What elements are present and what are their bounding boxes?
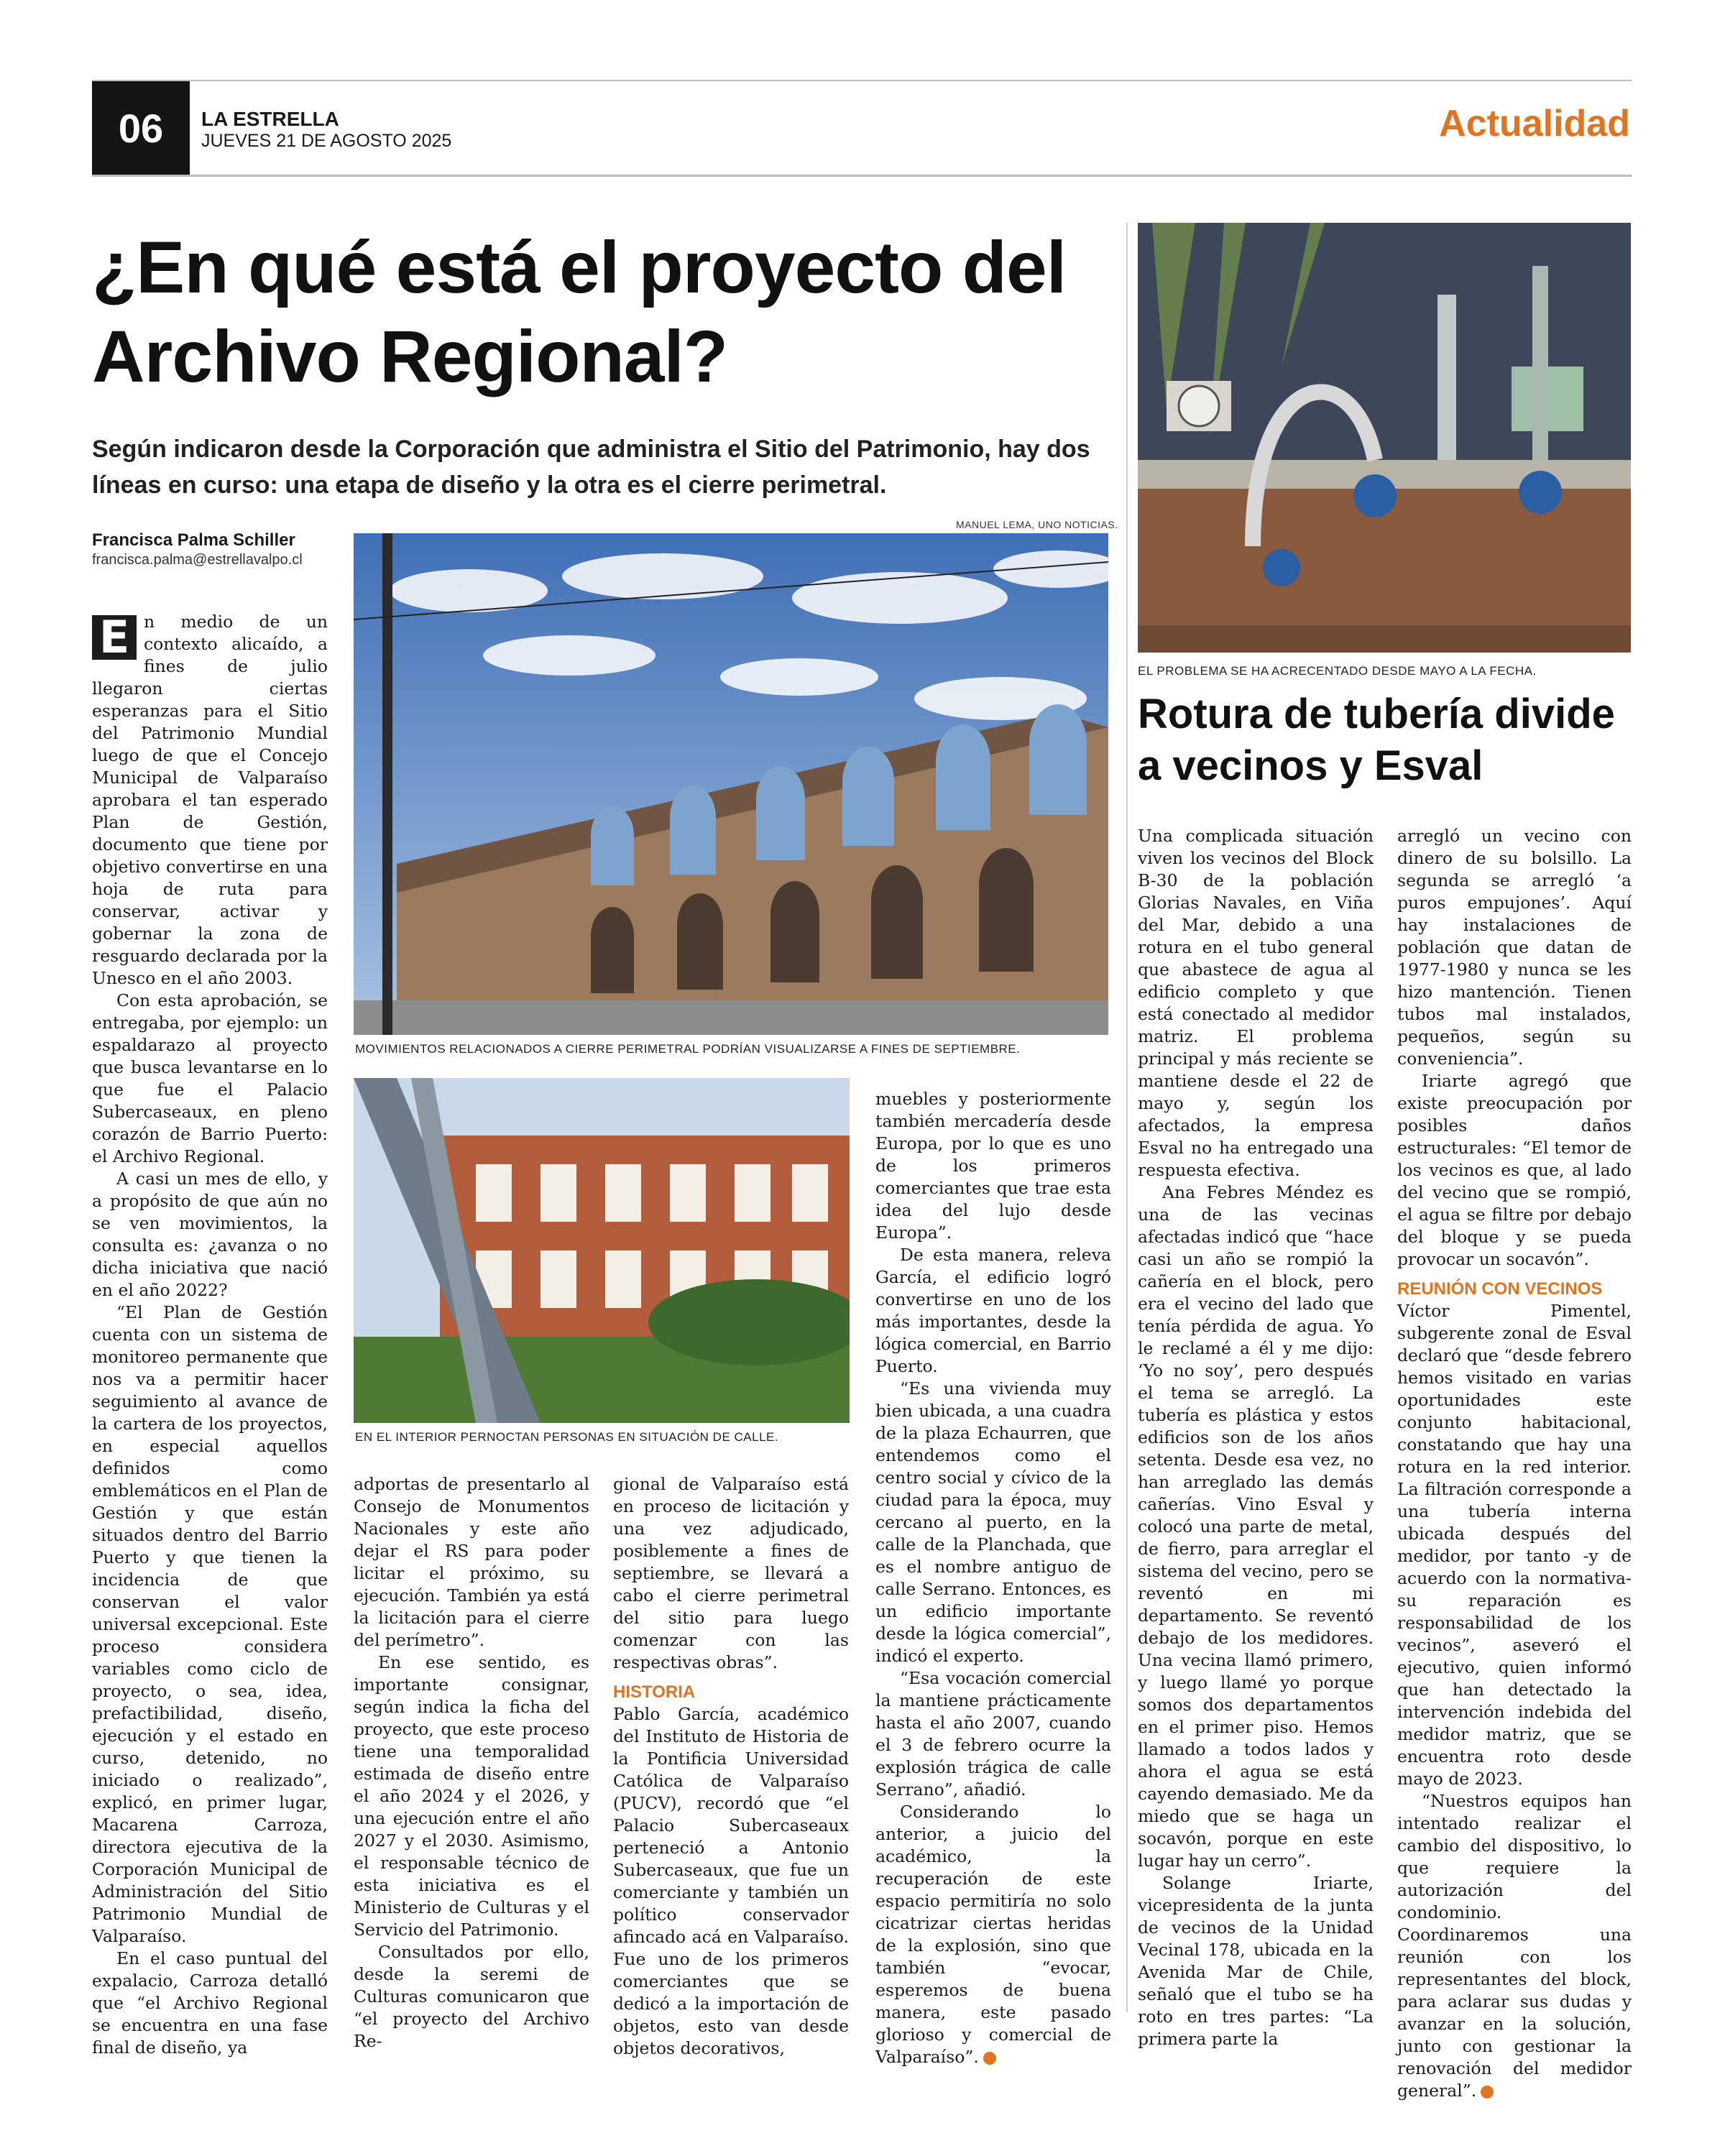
header-bottom-rule bbox=[92, 175, 1632, 177]
paragraph: Víctor Pimentel, subgerente zonal de Esval declaró que “desde febrero hemos visitado en varias oportunidades este conjunto habitacional, constatando que hay una rotura en la red interior. La filtración corresponde a una tubería interna ubicada después del medidor, por tanto -y de acuerdo con la normativa- su reparación es responsabilidad de los vecinos”, aseveró el ejecutivo, quien informó que han detectado la intervención indebida del medidor matriz, que se encuentra roto desde mayo de 2023. bbox=[1397, 1301, 1632, 1789]
photo-credit: MANUEL LEMA, UNO NOTICIAS. bbox=[956, 519, 1118, 530]
paragraph: Iriarte agregó que existe preocupación por posibles daños estructurales: “El temor de los vecinos es que, al lado del vecino que se rompió, el agua se filtre por debajo del bloque y se pueda provocar un socavón”. bbox=[1397, 1071, 1632, 1269]
paragraph: Ana Febres Méndez es una de las vecinas afectadas indicó que “hace casi un año se rompió la cañería en el block, pero era el vecino del lado que tenía pérdida de agua. Yo le reclamé a él y me dijo: ‘Yo no soy’, pero después el tema se arregló. La tubería es plástica y estos edificios son de los años setenta. Desde esa vez, no han arreglado las demás cañerías. Vino Esval y colocó una parte de metal, de fierro, para arreglar el sistema del vecino, pero se reventó en mi departamento. Se reventó debajo de los medidores. Una vecina llamó primero, y luego llamé yo porque somos dos departamentos en el primer piso. Hemos llamado a todos lados y ahora el agua se está cayendo demasiado. Me da miedo que se haga un socavón, porque en este lugar hay un cerro”. bbox=[1138, 1182, 1374, 1871]
side-photo-caption: EL PROBLEMA SE HA ACRECENTADO DESDE MAYO A LA FECHA. bbox=[1138, 664, 1537, 678]
author-email: francisca.palma@estrellavalpo.cl bbox=[92, 552, 303, 568]
palace-interior-photo bbox=[354, 1078, 850, 1423]
main-headline: ¿En qué está el proyecto del Archivo Regional? bbox=[92, 226, 1067, 397]
main-column-1 bbox=[92, 611, 328, 2059]
paragraph: En ese sentido, es importante consignar, según indica la ficha del proyecto, que este proceso tiene una temporalidad estimada de diseño entre el año 2024 y el 2026, y una ejecución entre el año 2027 y el 2030. Asimismo, el responsable técnico de esta iniciativa es el Ministerio de Culturas y el Servicio del Patrimonio. bbox=[354, 1652, 589, 1940]
photo1-caption: MOVIMIENTOS RELACIONADOS A CIERRE PERIMETRAL PODRÍAN VISUALIZARSE A FINES DE SEPTIEMBRE. bbox=[355, 1042, 1021, 1056]
author-name: Francisca Palma Schiller bbox=[92, 530, 295, 550]
paragraph: “Es una vivienda muy bien ubicada, a una cuadra de la plaza Echaurren, que entendemos como el centro social y cívico de la ciudad para la época, muy cercano al puerto, en la calle de la Planchada, que es el nombre antiguo de calle Serrano. Entonces, es un edificio importante desde la lógica comercial”, indicó el experto. bbox=[875, 1378, 1111, 1666]
paragraph: A casi un mes de ello, y a propósito de que aún no se ven movimientos, la consulta es: ¿avanza o no dicha iniciativa que nació en el año 2022? bbox=[92, 1169, 328, 1300]
paragraph: adportas de presentarlo al Consejo de Monumentos Nacionales y este año dejar el RS para poder licitar el próximo, su ejecución. También ya está la licitación para el cierre del perímetro”. bbox=[354, 1474, 589, 1650]
paragraph: Una complicada situación viven los vecinos del Block B-30 de la población Glorias Navales, en Viña del Mar, debido a una rotura en el tubo general que abastece de agua al edificio completo y que está conectado al medidor matriz. El problema principal y más reciente se mantiene desde el 22 de mayo y, según los afectados, la empresa Esval no ha entregado una respuesta efectiva. bbox=[1138, 826, 1374, 1180]
paragraph: “Nuestros equipos han intentado realizar el cambio del dispositivo, lo que requiere la autorización del condominio. Coordinaremos una reunión con los representantes del block, para aclarar sus dudas y avanzar en la solución, junto con gestionar la renovación del medidor general”. bbox=[1397, 1791, 1632, 2101]
paragraph: “El Plan de Gestión cuenta con un sistema de monitoreo permanente que nos va a permitir hacer seguimiento al avance de la cartera de los proyectos, en especial aquellos definidos como emblemáticos en el Plan de Gestión y que están situados dentro del Barrio Puerto y que tienen la incidencia de que conservan el valor universal excepcional. Este proceso considera variables como ciclo de proyecto, o sea, idea, prefactibilidad, diseño, ejecución y el estado en curso, detenido, no iniciado o realizado”, explicó, en primer lugar, Macarena Carroza, directora ejecutiva de la Corporación Municipal de Administración del Sitio Patrimonio Mundial de Valparaíso. bbox=[92, 1302, 328, 1946]
paragraph: Pablo García, académico del Instituto de Historia de la Pontificia Universidad Católica de Valparaíso (PUCV), recordó que “el Palacio Subercaseaux perteneció a Antonio Subercaseaux, que fue un comerciante y también un político conservador afincado acá en Valparaíso. Fue uno de los primeros comerciantes que se dedicó a la importación de objetos, esto van desde objetos decorativos, bbox=[613, 1704, 849, 2058]
paragraph: “Esa vocación comercial la mantiene prácticamente hasta el año 2007, cuando el 3 de febrero ocurre la explosión trágica de calle Serrano”, añadió. bbox=[875, 1668, 1111, 1800]
section-kicker-historia: HISTORIA bbox=[613, 1682, 696, 1702]
paragraph: Solange Iriarte, vicepresidenta de la junta de vecinos de la Unidad Vecinal 178, ubicada en la Avenida Mar de Chile, señaló que el tubo se ha roto en tres partes: “La primera parte la bbox=[1138, 1873, 1374, 2049]
paragraph: En el caso puntual del expalacio, Carroza detalló que “el Archivo Regional se encuentra en una fase final de diseño, ya bbox=[92, 1948, 328, 2058]
page-number: 06 bbox=[92, 81, 190, 175]
header-top-rule bbox=[92, 80, 1632, 81]
column-divider bbox=[1126, 223, 1128, 2012]
paragraph: Consultados por ello, desde la seremi de Culturas comunicaron que “el proyecto del Archivo Re- bbox=[354, 1942, 589, 2051]
broken-pipe-photo bbox=[1138, 223, 1631, 653]
paragraph: Considerando lo anterior, a juicio del académico, la recuperación de este espacio permitiría no solo cicatrizar ciertas heridas de la explosión, sino que también “evocar, esperemos de buena manera, este pasado glorioso y comercial de Valparaíso”. bbox=[875, 1802, 1111, 2067]
section-kicker-reunion: REUNIÓN CON VECINOS bbox=[1397, 1279, 1603, 1299]
side-column-1 bbox=[1138, 825, 1374, 2050]
paragraph: De esta manera, releva García, el edificio logró convertirse en uno de los más importantes, desde la lógica comercial, en Barrio Puerto. bbox=[875, 1245, 1111, 1376]
paragraph: n medio de un contexto alicaído, a fines de julio llegaron ciertas esperanzas para el Sitio del Patrimonio Mundial luego de que el Concejo Municipal de Valparaíso aprobara el tan esperado Plan de Gestión, documento que tiene por objetivo convertirse en una hoja de ruta para conservar, activar y gobernar la zona de resguardo declarada por la Unesco en el año 2003. bbox=[92, 612, 328, 988]
side-column-2 bbox=[1397, 825, 1632, 2102]
paragraph: gional de Valparaíso está en proceso de licitación y una vez adjudicado, posiblemente a fines de septiembre, se llevará a cabo el cierre perimetral del sitio para luego comenzar con las respectivas obras”. bbox=[613, 1474, 849, 1672]
publication-date: JUEVES 21 DE AGOSTO 2025 bbox=[201, 131, 452, 151]
main-column-2 bbox=[354, 1473, 589, 2053]
main-deck: Según indicaron desde la Corporación que administra el Sitio del Patrimonio, hay dos líneas en curso: una etapa de diseño y la otra es el cierre perimetral. bbox=[92, 436, 1090, 499]
main-column-3 bbox=[613, 1473, 849, 2060]
publication-name: LA ESTRELLA bbox=[201, 108, 339, 130]
paragraph: Con esta aprobación, se entregaba, por ejemplo: un espaldarazo al proyecto que busca levantarse en lo que fue el Palacio Subercaseaux, en pleno corazón de Barrio Puerto: el Archivo Regional. bbox=[92, 990, 328, 1166]
end-mark-icon bbox=[1481, 2086, 1494, 2099]
end-mark-icon bbox=[983, 2052, 996, 2065]
side-headline: Rotura de tubería divide a vecinos y Esval bbox=[1138, 691, 1615, 789]
dropcap-letter: E bbox=[92, 615, 137, 660]
paragraph: arregló un vecino con dinero de su bolsillo. La segunda se arregló ‘a puros empujones’. Aquí hay instalaciones de población que datan de 1977-1980 y nunca se les hizo mantención. Tienen tubos mal instalados, pequeños, según su conveniencia”. bbox=[1397, 826, 1632, 1069]
paragraph: muebles y posteriormente también mercadería desde Europa, por lo que es uno de los primeros comerciantes que trae esta idea del lujo desde Europa”. bbox=[875, 1089, 1111, 1243]
palace-facade-photo bbox=[354, 533, 1108, 1035]
main-column-4 bbox=[875, 1088, 1111, 2068]
section-label: Actualidad bbox=[1439, 103, 1630, 144]
photo2-caption: EN EL INTERIOR PERNOCTAN PERSONAS EN SITUACIÓN DE CALLE. bbox=[355, 1430, 779, 1444]
